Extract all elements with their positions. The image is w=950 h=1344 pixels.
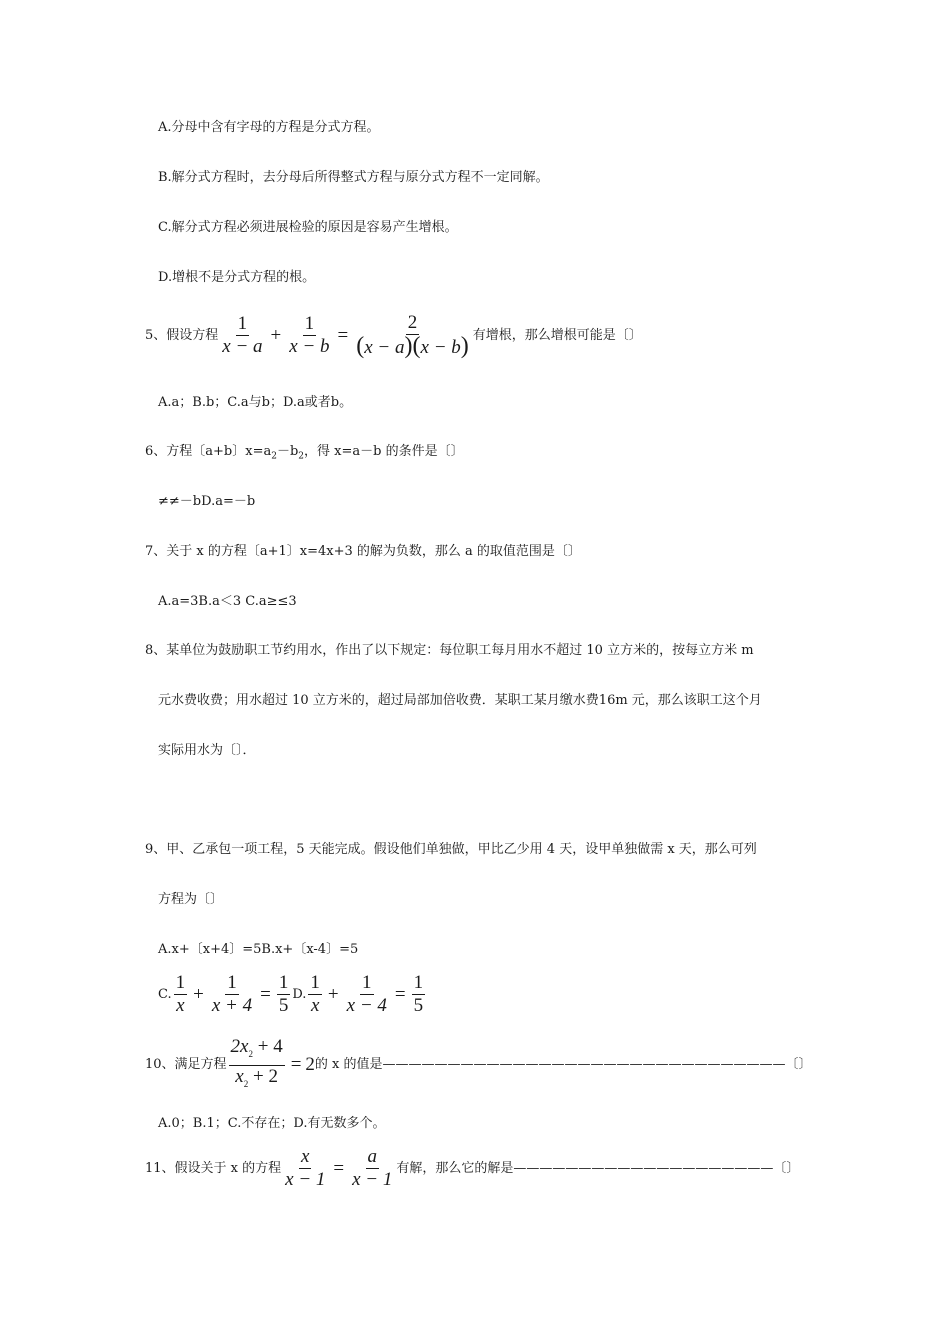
question-10: [145, 1036, 812, 1095]
question-11: [145, 1146, 799, 1191]
fraction: $\frac{1}{x + 4}$: [211, 972, 253, 1016]
fraction: $\frac{1}{5}$: [278, 972, 289, 1016]
q9-c-label: C.: [158, 986, 172, 1002]
q4-option-a: A.分母中含有字母的方程是分式方程。: [158, 120, 380, 135]
question-5: [145, 312, 642, 359]
fraction: $\frac{a}{x - 1}$: [352, 1146, 393, 1190]
q10-prefix: 10、满足方程: [145, 1057, 227, 1073]
q10-options: A.0；B.1；C.不存在；D.有无数多个。: [158, 1116, 386, 1131]
q9-d-equation: $\frac{1}{x}$ + $\frac{1}{x - 4}$ = $\frac{1}{5}$: [310, 972, 424, 1016]
question-8-line-3: 实际用水为〔〕．: [158, 743, 256, 758]
q9-c-equation: $\frac{1}{x}$ + $\frac{1}{x + 4}$ = $\frac{1}{5}$: [175, 972, 289, 1016]
q4-option-b: B.解分式方程时，去分母后所得整式方程与原分式方程不一定同解。: [158, 170, 549, 185]
fraction: $\frac{1}{x - b}$: [289, 313, 330, 357]
q11-suffix: 有解，那么它的解是————————————————————〔〕: [396, 1160, 800, 1176]
fraction: $\frac{2}{(x - a)(x - b)}$: [356, 312, 469, 359]
question-8-line-2: 元水费收费；用水超过 10 立方米的，超过局部加倍收费．某职工某月缴水费16m 元，那么该职工这个月: [158, 693, 762, 708]
q9-d-label: D.: [292, 986, 307, 1002]
q5-suffix: 有增根，那么增根可能是〔〕: [472, 327, 642, 343]
q7-options: A.a=3B.a＜3 C.a≥≤3: [158, 594, 297, 609]
question-8-line-1: 8、某单位为鼓励职工节约用水，作出了以下规定：每位职工每月用水不超过 10 立方米的，按每立方米 m: [145, 643, 754, 658]
q10-suffix: 的 x 的值是———————————————————————————————〔〕: [314, 1057, 812, 1073]
q11-equation: $\frac{x}{x - 1}$ = $\frac{a}{x - 1}$: [285, 1146, 393, 1190]
q5-options: A.a；B.b；C.a与b；D.a或者b。: [158, 395, 353, 410]
question-9-line-2: 方程为〔〕: [158, 892, 224, 907]
question-7: 7、关于 x 的方程〔a+1〕x=4x+3 的解为负数，那么 a 的取值范围是〔〕: [145, 544, 581, 559]
q4-option-c: C.解分式方程必须进展检验的原因是容易产生增根。: [158, 220, 458, 235]
q9-options-ab: A.x+〔x+4〕=5B.x+〔x-4〕=5: [158, 942, 359, 957]
fraction: $\frac{2x_2 + 4}{x_2 + 2}$: [230, 1036, 283, 1089]
fraction: $\frac{1}{x - a}$: [222, 313, 263, 357]
fraction: $\frac{1}{x - 4}$: [346, 972, 387, 1016]
q4-option-d: D.增根不是分式方程的根。: [158, 270, 316, 285]
fraction: $\frac{x}{x - 1}$: [285, 1146, 326, 1190]
q5-prefix: 5、假设方程: [145, 327, 219, 343]
question-9-line-1: 9、甲、乙承包一项工程，5 天能完成。假设他们单独做，甲比乙少用 4 天，设甲单独做需 x 天，那么可列: [145, 842, 757, 857]
q9-options-cd: [158, 972, 427, 1017]
fraction: $\frac{1}{x}$: [310, 972, 320, 1016]
q10-equation: $\frac{2x_2 + 4}{x_2 + 2}$ = 2: [227, 1036, 315, 1095]
q5-equation: $\frac{1}{x - a}$ + $\frac{1}{x - b}$ = $\frac{2}{(x - a)(x - b)}$: [222, 312, 469, 359]
q6-options: ≠≠－bD.a=－b: [158, 494, 256, 509]
q11-prefix: 11、假设关于 x 的方程: [145, 1160, 282, 1176]
fraction: $\frac{1}{x}$: [175, 972, 186, 1016]
fraction: $\frac{1}{5}$: [413, 972, 424, 1016]
question-6: 6、方程〔a+b〕$x=a_2-b_2$，得 x=a－b 的条件是〔〕: [145, 444, 464, 462]
